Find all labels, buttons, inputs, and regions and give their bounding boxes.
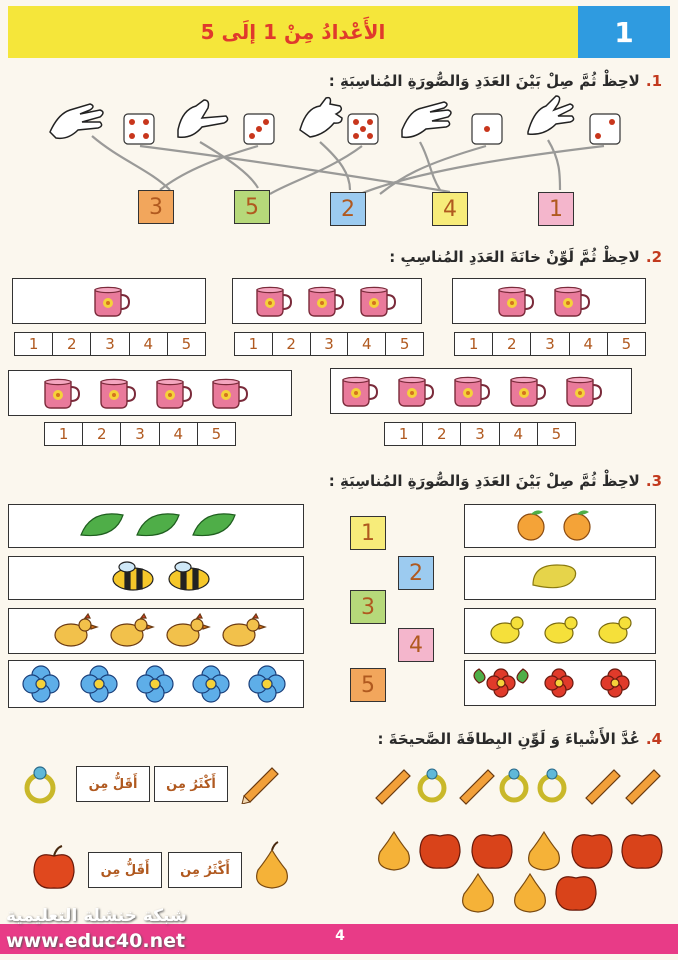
- strip-cell[interactable]: 5: [197, 423, 235, 445]
- chicks-box: [464, 608, 656, 654]
- apple-icon: [30, 844, 80, 892]
- strip-cell[interactable]: 4: [347, 333, 385, 355]
- number-strip[interactable]: [234, 332, 424, 356]
- strip-cell[interactable]: 4: [129, 333, 167, 355]
- number-strip[interactable]: [384, 422, 576, 446]
- page-title: الأَعْدادُ مِنْ 1 إلَى 5: [200, 20, 386, 44]
- red-flower-icon: [465, 661, 653, 705]
- page-number: 4: [335, 928, 345, 944]
- ex1-number-card[interactable]: 5: [234, 190, 270, 224]
- apricot-icon: [465, 505, 653, 547]
- strip-cell[interactable]: 2: [492, 333, 530, 355]
- cup-icon: [233, 279, 419, 323]
- strip-cell[interactable]: 5: [537, 423, 575, 445]
- items-group-apples-pears: [370, 822, 670, 918]
- lesson-number: 1: [578, 6, 670, 58]
- strip-cell[interactable]: 1: [58, 425, 69, 443]
- watermark-arabic: شبكة خنشلة التعليمية: [6, 906, 187, 926]
- apricots-box: [464, 504, 656, 548]
- strip-cell[interactable]: 3: [530, 333, 568, 355]
- pencil-icon: [236, 760, 282, 804]
- strip-cell[interactable]: 3: [310, 333, 348, 355]
- ex3-number-card[interactable]: 5: [350, 668, 386, 702]
- mango-box: [464, 556, 656, 600]
- less-than-card[interactable]: أَقَلُّ مِن: [88, 852, 162, 888]
- number-strip[interactable]: [454, 332, 646, 356]
- ex1-number-card[interactable]: 2: [330, 192, 366, 226]
- strip-cell[interactable]: 4: [499, 423, 537, 445]
- mango-icon: [465, 557, 653, 599]
- bee-icon: [9, 557, 301, 599]
- exercise-3-instruction: 3.لاحِظْ ثُمَّ صِلْ بَيْنَ العَدَدِ وَالصُّورَةِ المُناسِبَةِ :: [328, 472, 662, 490]
- less-than-card[interactable]: أَقَلُّ مِن: [76, 766, 150, 802]
- strip-cell[interactable]: 2: [272, 333, 310, 355]
- strip-cell[interactable]: 5: [385, 333, 423, 355]
- ex3-number-card[interactable]: 4: [398, 628, 434, 662]
- cups-box-5: [330, 368, 632, 414]
- strip-cell[interactable]: 1: [398, 425, 409, 443]
- more-than-card[interactable]: أَكْثَرُ مِن: [154, 766, 228, 802]
- flower-icon: [9, 661, 301, 707]
- ex1-number-card[interactable]: 1: [538, 192, 574, 226]
- strip-cell[interactable]: 3: [460, 423, 498, 445]
- ex3-number-card[interactable]: 1: [350, 516, 386, 550]
- dice-icon: [590, 114, 620, 144]
- strip-cell[interactable]: 1: [28, 335, 39, 353]
- ex3-number-card[interactable]: 2: [398, 556, 434, 590]
- strip-cell[interactable]: 5: [167, 333, 205, 355]
- chick-icon: [465, 609, 653, 653]
- strip-cell[interactable]: 4: [159, 423, 197, 445]
- strip-cell[interactable]: 1: [468, 335, 479, 353]
- strip-cell[interactable]: 1: [248, 335, 259, 353]
- cup-icon: [13, 279, 203, 323]
- watermark-url: www.educ40.net: [6, 930, 186, 952]
- strip-cell[interactable]: 3: [90, 333, 128, 355]
- strip-cell[interactable]: 3: [120, 423, 158, 445]
- bees-box: [8, 556, 304, 600]
- chicken-icon: [9, 609, 301, 653]
- strip-cell[interactable]: 2: [422, 423, 460, 445]
- chickens-box: [8, 608, 304, 654]
- strip-cell[interactable]: 2: [82, 423, 120, 445]
- ex1-number-card[interactable]: 3: [138, 190, 174, 224]
- strip-cell[interactable]: 2: [52, 333, 90, 355]
- exercise-2-instruction: 2.لاحِظْ ثُمَّ لَوِّنْ خانَةَ العَدَدِ المُناسِبِ :: [389, 248, 662, 266]
- pear-icon: [250, 840, 296, 892]
- leaves-box: [8, 504, 304, 548]
- leaf-icon: [9, 505, 301, 547]
- cup-icon: [331, 369, 629, 413]
- cups-box-3: [452, 278, 646, 324]
- exercise-1-instruction: 1.لاحِظْ ثُمَّ صِلْ بَيْنَ العَدَدِ وَالصُّورَةِ المُناسِبَةِ :: [328, 72, 662, 90]
- ring-icon: [18, 764, 68, 804]
- red-flowers-box: [464, 660, 656, 706]
- flowers-box: [8, 660, 304, 708]
- strip-cell[interactable]: 5: [607, 333, 645, 355]
- ex1-number-card[interactable]: 4: [432, 192, 468, 226]
- cups-box-1: [12, 278, 206, 324]
- dice-icon: [124, 114, 154, 144]
- number-strip[interactable]: [14, 332, 206, 356]
- more-than-card[interactable]: أَكْثَرُ مِن: [168, 852, 242, 888]
- cups-box-2: [232, 278, 422, 324]
- items-group-pencils-rings: [370, 758, 670, 808]
- ex3-number-card[interactable]: 3: [350, 590, 386, 624]
- exercise-4-instruction: 4.عُدَّ الأَشْياءَ وَ لَوِّنِ البِطاقَةَ الصَّحيحَةَ :: [377, 730, 662, 748]
- cup-icon: [453, 279, 643, 323]
- cup-icon: [9, 371, 289, 415]
- cups-box-4: [8, 370, 292, 416]
- strip-cell[interactable]: 4: [569, 333, 607, 355]
- number-strip[interactable]: [44, 422, 236, 446]
